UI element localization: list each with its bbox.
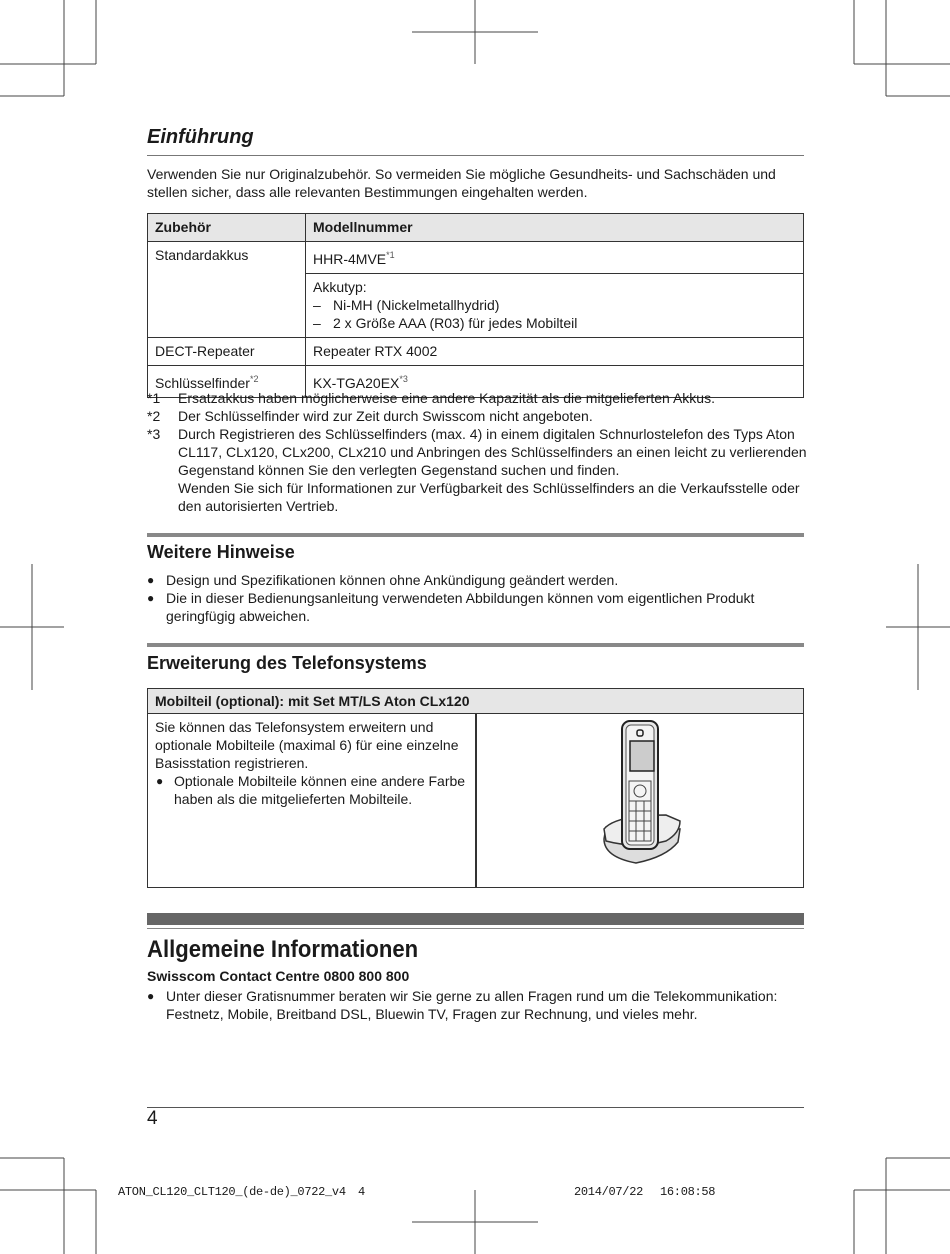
- footnote: *3 Durch Registrieren des Schlüsselfinders (max. 4) in einem digitalen Schnurlostelefon des Typs Aton CL117, CLx120, CLx200, CLx210 und Anbringen des Schlüsselfinders an einen leicht zu verlierenden Gegenstand können Sie den verlegten Gegenstand suchen und finden. Wenden Sie sich für Informationen zur Verfügbarkeit des Schlüsselfinders an die Verkaufsstelle oder den autorisierten Vertrieb.: [147, 426, 807, 514]
- column-header: Modellnummer: [306, 214, 804, 242]
- battery-type-label: Akkutyp:: [313, 279, 367, 295]
- print-footer-page: 4: [358, 1185, 365, 1199]
- expansion-box: [147, 688, 804, 888]
- expansion-text: Sie können das Telefonsystem erweitern und optionale Mobilteile (maximal 6) für eine einzelne Basisstation registrieren. ● Optionale Mobilteile können eine andere Farbe haben als die mitgelieferten Mobilteile.: [155, 719, 466, 807]
- intro-paragraph: Verwenden Sie nur Originalzubehör. So vermeiden Sie mögliche Gesundheits- und Sachschäden und stellen sicher, dass alle relevanten Bestimmungen eingehalten werden.: [147, 166, 776, 200]
- section-title-hinweise: Weitere Hinweise: [147, 542, 295, 562]
- box-header: Mobilteil (optional): mit Set MT/LS Aton CLx120: [148, 689, 803, 714]
- table-cell: DECT-Repeater: [148, 338, 306, 366]
- table-row: [148, 338, 804, 366]
- column-header: Zubehör: [148, 214, 306, 242]
- notes-list: [147, 571, 807, 625]
- section-title-allgemein: Allgemeine Informationen: [147, 936, 419, 963]
- divider: [147, 155, 804, 156]
- print-footer-time: 16:08:58: [660, 1185, 716, 1199]
- battery-detail: 2 x Größe AAA (R03) für jedes Mobilteil: [333, 315, 578, 331]
- list-item: ● Die in dieser Bedienungsanleitung verwendeten Abbildungen können vom eigentlichen Produkt geringfügig abweichen.: [147, 590, 755, 624]
- divider: [147, 928, 804, 929]
- footnotes: [147, 389, 807, 515]
- footnote-ref: *2: [249, 374, 259, 384]
- print-footer-file: ATON_CL120_CLT120_(de-de)_0722_v4: [118, 1185, 346, 1199]
- section-title-erweiterung: Erweiterung des Telefonsystems: [147, 653, 427, 673]
- table-cell: Akkutyp: – Ni-MH (Nickelmetallhydrid) – 2 x Größe AAA (R03) für jedes Mobilteil: [306, 274, 804, 338]
- table-cell: Repeater RTX 4002: [306, 338, 804, 366]
- general-list: [147, 987, 807, 1023]
- bullet-icon: ●: [147, 989, 155, 1003]
- page-number: 4: [147, 1108, 158, 1129]
- table-row: [148, 242, 804, 274]
- bullet-icon: ●: [147, 573, 155, 587]
- table-cell: [148, 242, 306, 338]
- footnote-ref: *1: [386, 250, 395, 260]
- battery-detail: Ni-MH (Nickelmetallhydrid): [333, 297, 500, 313]
- print-footer-date: 2014/07/22: [574, 1185, 644, 1199]
- bullet-icon: ●: [147, 591, 155, 605]
- list-item: ● Unter dieser Gratisnummer beraten wir Sie gerne zu allen Fragen rund um die Telekommunikation: Festnetz, Mobile, Breitband DSL, Bluewin TV, Fragen zur Rechnung, und vieles mehr.: [147, 988, 778, 1022]
- section-divider: [147, 533, 804, 537]
- section-divider: [147, 643, 804, 647]
- item-name: Schlüsselfinder: [155, 375, 250, 391]
- model-number: HHR-4MVE: [313, 251, 387, 267]
- column-divider: [475, 714, 477, 887]
- accessories-table: [147, 213, 804, 398]
- list-item: ● Design und Spezifikationen können ohne Ankündigung geändert werden.: [147, 572, 619, 588]
- divider: [147, 1107, 804, 1108]
- footnote: *2 Der Schlüsselfinder wird zur Zeit durch Swisscom nicht angeboten.: [147, 408, 593, 424]
- footnote-ref: *3: [399, 374, 408, 384]
- model-number: KX-TGA20EX: [313, 375, 400, 391]
- table-cell: [306, 242, 804, 274]
- bullet-icon: ●: [156, 774, 164, 788]
- handset-illustration: [596, 717, 686, 872]
- item-name: Standardakkus: [155, 247, 249, 263]
- section-title-einfuehrung: Einführung: [147, 126, 254, 148]
- section-bar: [147, 913, 804, 925]
- footnote: *1 Ersatzakkus haben möglicherweise eine andere Kapazität als die mitgelieferten Akkus.: [147, 390, 715, 406]
- table-header-row: [148, 214, 804, 242]
- contact-centre: Swisscom Contact Centre 0800 800 800: [147, 968, 410, 984]
